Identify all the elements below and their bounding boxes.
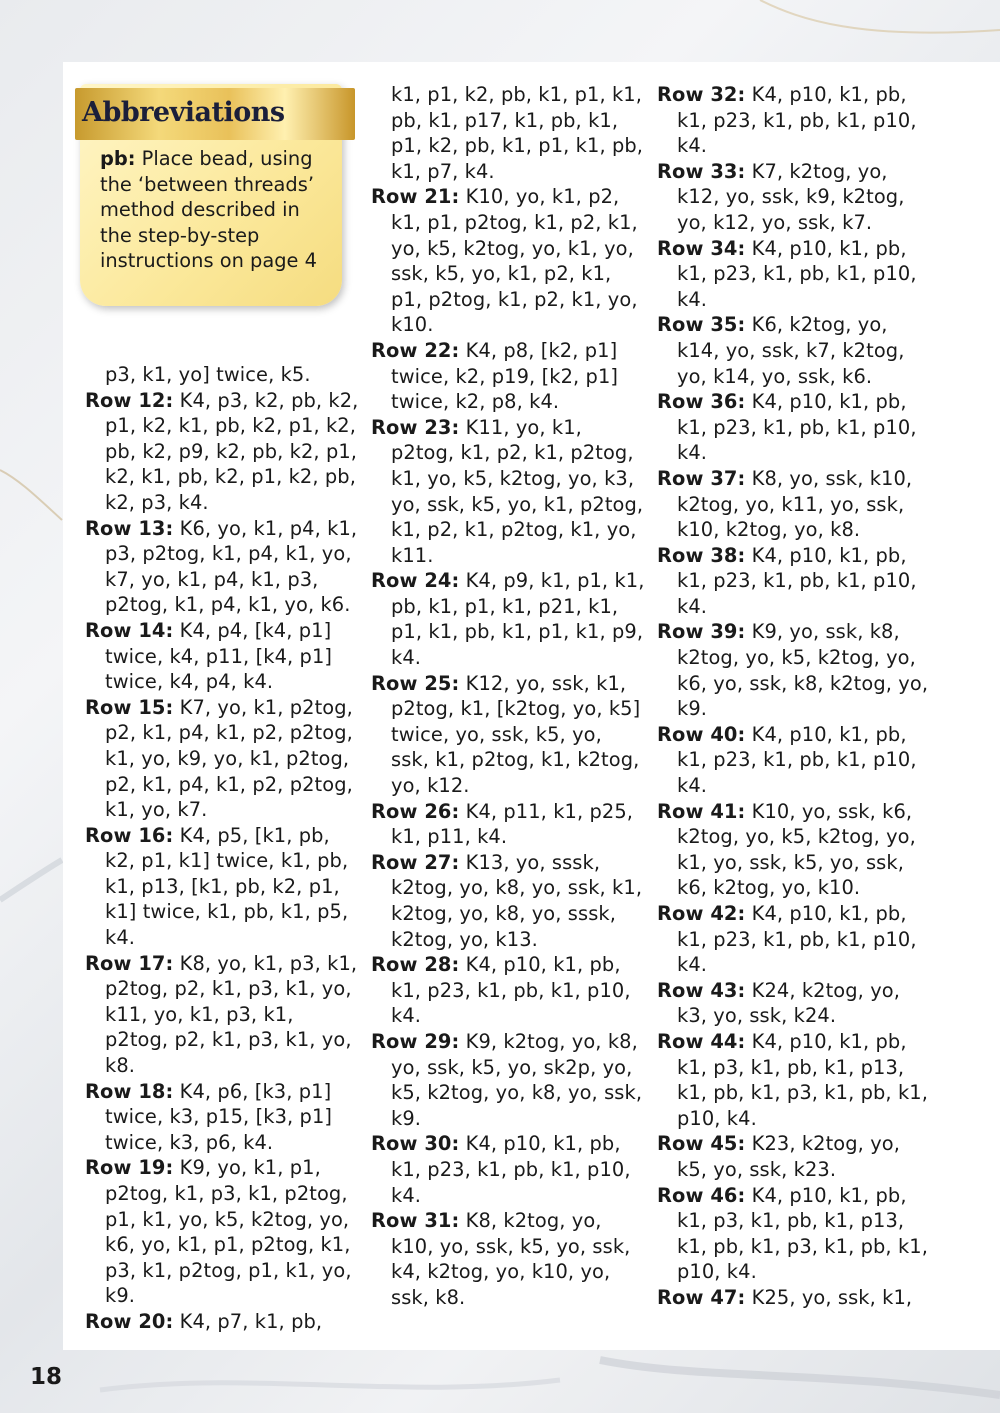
page-sheet [63,62,1000,1350]
pattern-row [657,1183,932,1285]
pattern-row [657,466,932,543]
row-instructions: K4, p10, k1, pb, k1, p23, k1, pb, k1, p10, k4. [677,543,917,618]
row-label: Row 45: [657,1132,746,1156]
row-label: Row 17: [85,951,174,975]
row-label: Row 35: [657,313,746,337]
row-instructions: K7, yo, k1, p2tog, p2, k1, p4, k1, p2, p2tog, k1, yo, k9, yo, k1, p2tog, p2, k1, p4, k1, p2, p2tog, k1, yo, k7. [105,695,353,822]
pattern-row [85,1155,360,1309]
pattern-row [371,952,646,1029]
row-instructions: K12, yo, ssk, k1, p2tog, k1, [k2tog, yo, k5] twice, yo, ssk, k5, yo, ssk, k1, p2tog, k1, k2tog, yo, k12. [391,671,641,798]
row-label: Row 41: [657,799,746,823]
row-instructions: K4, p4, [k4, p1] twice, k4, p11, [k4, p1] twice, k4, p4, k4. [105,618,333,694]
abbreviation-definition: Place bead, using the ‘between threads’ method described in the step-by-step instructions on page 4 [100,147,317,273]
pattern-row [371,671,646,799]
pattern-row [657,978,932,1029]
row-label: Row 23: [371,415,460,439]
abbreviations-title: Abbreviations [82,97,285,128]
row-instructions: K4, p10, k1, pb, k1, p23, k1, pb, k1, p10, k4. [677,390,917,465]
row-label: Row 42: [657,902,746,925]
row-instructions: K4, p5, [k1, pb, k2, p1, k1] twice, k1, pb, k1, p13, [k1, pb, k2, p1, k1] twice, k1, pb, k1, p5, k4. [105,823,349,950]
pattern-column-3 [657,82,932,1311]
row-label: Row 33: [657,159,746,183]
row-instructions: K23, k2tog, yo, k5, yo, ssk, k23. [677,1132,901,1181]
pattern-row [657,312,932,389]
row-label: Row 27: [371,850,460,874]
row-label: Row 22: [371,338,460,362]
row-label: Row 14: [85,618,174,642]
pattern-row [657,1285,932,1311]
pattern-row [85,516,360,618]
row-label: Row 16: [85,823,174,847]
abbreviation-term: pb: [100,147,136,170]
pattern-row [371,850,646,952]
row-label: Row 31: [371,1209,460,1233]
row-instructions: K10, yo, k1, p2, k1, p1, p2tog, k1, p2, k1, yo, k5, k2tog, yo, k1, yo, ssk, k5, yo, k1, p2, k1, p1, p2tog, k1, p2, k1, yo, k10. [391,185,638,337]
row-instructions: K6, k2tog, yo, k14, yo, ssk, k7, k2tog, yo, k14, yo, ssk, k6. [677,313,905,388]
row-instructions: K4, p8, [k2, p1] twice, k2, p19, [k2, p1] twice, k2, p8, k4. [391,338,619,414]
pattern-row [657,159,932,236]
row-instructions: K4, p10, k1, pb, k1, p3, k1, pb, k1, p13, k1, pb, k1, p3, k1, pb, k1, p10, k4. [677,1029,928,1130]
pattern-row [371,568,646,670]
row-label: Row 47: [657,1285,746,1309]
pattern-row [371,338,646,415]
pattern-row [85,823,360,951]
pattern-row [657,389,932,466]
pattern-row [657,901,932,978]
row-instructions: K8, yo, ssk, k10, k2tog, yo, k11, yo, ssk, k10, k2tog, yo, k8. [677,466,913,542]
row-label: Row 32: [657,83,746,106]
row-instructions: K13, yo, sssk, k2tog, yo, k8, yo, ssk, k1, k2tog, yo, k8, yo, sssk, k2tog, yo, k13. [391,850,643,951]
row-label: Row 20: [85,1309,174,1333]
pattern-column-2 [371,82,646,1311]
row-instructions: K24, k2tog, yo, k3, yo, ssk, k24. [677,978,901,1028]
row-label: Row 21: [371,185,460,209]
pattern-row [85,951,360,1079]
row-label: Row 12: [85,388,174,412]
pattern-row-continuation: k1, p1, k2, pb, k1, p1, k1, pb, k1, p17, k1, pb, k1, p1, k2, pb, k1, p1, k1, pb, k1, p7, k4. [391,83,644,183]
row-label: Row 46: [657,1183,746,1207]
row-instructions: K4, p10, k1, pb, k1, p3, k1, pb, k1, p13, k1, pb, k1, p3, k1, pb, k1, p10, k4. [677,1183,928,1284]
row-label: Row 28: [371,953,460,977]
row-label: Row 43: [657,978,746,1002]
row-label: Row 18: [85,1079,174,1103]
row-label: Row 34: [657,236,746,260]
row-label: Row 36: [657,390,746,414]
row-label: Row 24: [371,569,460,593]
pattern-row [85,1309,360,1335]
row-instructions: K8, yo, k1, p3, k1, p2tog, p2, k1, p3, k1, yo, k11, yo, k1, p3, k1, p2tog, p2, k1, p3, k1, yo, k8. [105,951,358,1078]
row-label: Row 30: [371,1132,460,1156]
row-label: Row 38: [657,543,746,567]
pattern-row [657,543,932,620]
pattern-row [657,619,932,721]
row-instructions: K4, p10, k1, pb, k1, p23, k1, pb, k1, p10, k4. [677,83,917,158]
pattern-column-1 [85,362,360,1335]
pattern-row [371,415,646,569]
pattern-row [657,1131,932,1182]
row-instructions: K25, yo, ssk, k1, [745,1285,913,1309]
pattern-row [371,799,646,850]
pattern-row [371,184,646,338]
row-instructions: K4, p3, k2, pb, k2, p1, k2, k1, pb, k2, p1, k2, pb, k2, p9, k2, pb, k2, p1, k2, k1, pb, k2, p1, k2, pb, k2, p3, k4. [105,388,359,514]
pattern-row [657,722,932,799]
row-instructions: K4, p10, k1, pb, k1, p23, k1, pb, k1, p10, k4. [677,902,917,977]
row-instructions: K4, p10, k1, pb, k1, p23, k1, pb, k1, p10, k4. [391,953,631,1028]
page-number: 18 [30,1364,63,1390]
row-label: Row 37: [657,466,746,490]
row-instructions: K9, k2tog, yo, k8, yo, ssk, k5, yo, sk2p, yo, k5, k2tog, yo, k8, yo, ssk, k9. [391,1029,643,1130]
pattern-row [85,1079,360,1156]
row-label: Row 29: [371,1029,460,1053]
row-instructions: K4, p7, k1, pb, [173,1309,323,1333]
pattern-row [371,1029,646,1131]
row-instructions: K8, k2tog, yo, k10, yo, ssk, k5, yo, ssk, k4, k2tog, yo, k10, yo, ssk, k8. [391,1209,631,1309]
row-instructions: K4, p10, k1, pb, k1, p23, k1, pb, k1, p10, k4. [677,236,917,311]
row-label: Row 40: [657,722,746,746]
pattern-row [371,1208,646,1310]
pattern-row [657,799,932,901]
pattern-row [657,82,932,159]
abbreviations-box [80,84,342,306]
row-instructions: K7, k2tog, yo, k12, yo, ssk, k9, k2tog, yo, k12, yo, ssk, k7. [677,159,905,234]
row-instructions: K6, yo, k1, p4, k1, p3, p2tog, k1, p4, k1, yo, k7, yo, k1, p4, k1, p3, p2tog, k1, p4, k1, yo, k6. [105,516,358,617]
row-instructions: K4, p11, k1, p25, k1, p11, k4. [391,799,634,849]
row-instructions: K4, p9, k1, p1, k1, pb, k1, p1, k1, p21, k1, p1, k1, pb, k1, p1, k1, p9, k4. [391,569,645,670]
pattern-row-continuation: p3, k1, yo] twice, k5. [105,363,311,386]
abbreviation-entry [100,146,332,274]
row-instructions: K4, p6, [k3, p1] twice, k3, p15, [k3, p1] twice, k3, p6, k4. [105,1079,333,1154]
row-label: Row 44: [657,1029,746,1053]
row-label: Row 15: [85,695,174,719]
pattern-row [85,618,360,695]
row-label: Row 13: [85,516,174,540]
pattern-row [85,388,360,516]
row-label: Row 39: [657,620,746,644]
row-instructions: K10, yo, ssk, k6, k2tog, yo, k5, k2tog, yo, k1, yo, ssk, k5, yo, ssk, k6, k2tog, yo, k10. [677,799,916,900]
pattern-row [657,1029,932,1131]
pattern-row [657,236,932,313]
pattern-row [371,1131,646,1208]
row-instructions: K9, yo, ssk, k8, k2tog, yo, k5, k2tog, yo, k6, yo, ssk, k8, k2tog, yo, k9. [677,620,929,721]
row-instructions: K4, p10, k1, pb, k1, p23, k1, pb, k1, p10, k4. [391,1132,631,1207]
row-instructions: K4, p10, k1, pb, k1, p23, k1, pb, k1, p10, k4. [677,722,917,798]
row-instructions: K11, yo, k1, p2tog, k1, p2, k1, p2tog, k1, yo, k5, k2tog, yo, k3, yo, ssk, k5, yo, k1, p2tog, k1, p2, k1, p2tog, k1, yo, k11. [391,415,644,567]
pattern-row [85,695,360,823]
row-label: Row 25: [371,671,460,695]
row-label: Row 26: [371,799,460,823]
row-label: Row 19: [85,1156,174,1180]
row-instructions: K9, yo, k1, p1, p2tog, k1, p3, k1, p2tog, p1, k1, yo, k5, k2tog, yo, k6, yo, k1, p1, p2tog, k1, p3, k1, p2tog, p1, k1, yo, k9. [105,1156,352,1308]
